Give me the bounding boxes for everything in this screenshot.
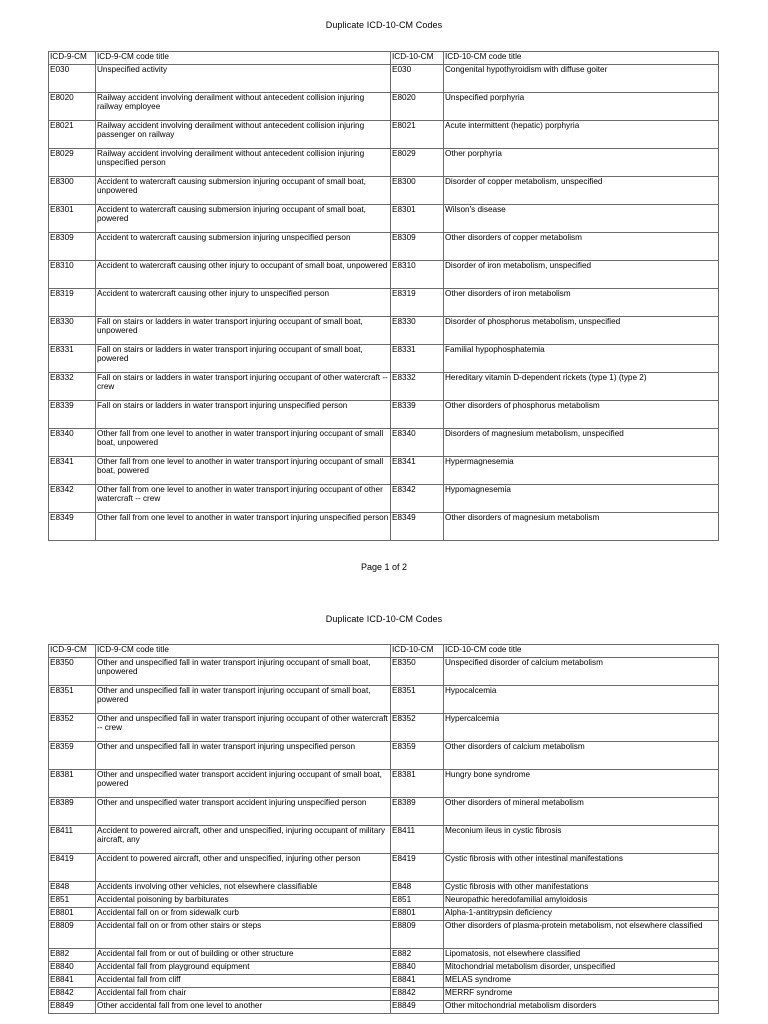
icd9-code-cell: E8332	[49, 373, 96, 401]
icd10-code-cell: E8841	[391, 975, 444, 988]
icd10-code-cell: E8342	[391, 485, 444, 513]
icd10-code-cell: E8029	[391, 149, 444, 177]
icd10-code-cell: E8381	[391, 770, 444, 798]
table-row	[49, 457, 719, 485]
table-row	[49, 742, 719, 770]
icd9-title-cell: Railway accident involving derailment without antecedent collision injuring railway employee	[96, 93, 391, 121]
page-2-table	[48, 644, 719, 1014]
icd9-title-cell: Fall on stairs or ladders in water transport injuring occupant of small boat, powered	[96, 345, 391, 373]
icd9-title-cell: Accidental poisoning by barbiturates	[96, 895, 391, 908]
icd10-code-cell: E8351	[391, 686, 444, 714]
icd10-title-cell: Hypermagnesemia	[444, 457, 719, 485]
icd9-title-cell: Other and unspecified fall in water transport injuring occupant of small boat, unpowered	[96, 658, 391, 686]
icd9-title-cell: Accidental fall from chair	[96, 988, 391, 1001]
icd10-title-cell: Disorder of copper metabolism, unspecified	[444, 177, 719, 205]
icd10-code-cell: E8341	[391, 457, 444, 485]
icd10-title-cell: Acute intermittent (hepatic) porphyria	[444, 121, 719, 149]
icd9-code-cell: E8842	[49, 988, 96, 1001]
icd10-title-cell: Disorders of magnesium metabolism, unspecified	[444, 429, 719, 457]
icd10-code-cell: E8331	[391, 345, 444, 373]
table-row	[49, 714, 719, 742]
icd9-code-cell: E8350	[49, 658, 96, 686]
icd10-code-cell: E8301	[391, 205, 444, 233]
icd10-title-cell: Familial hypophosphatemia	[444, 345, 719, 373]
icd9-code-cell: E8419	[49, 854, 96, 882]
table-row	[49, 908, 719, 921]
icd10-code-cell: E8840	[391, 962, 444, 975]
icd9-title-cell: Other and unspecified water transport accident injuring occupant of small boat, powered	[96, 770, 391, 798]
icd10-code-cell: E8809	[391, 921, 444, 949]
icd9-title-cell: Accidental fall from cliff	[96, 975, 391, 988]
icd10-code-cell: E8359	[391, 742, 444, 770]
icd9-code-cell: E8801	[49, 908, 96, 921]
icd10-title-cell: Hungry bone syndrome	[444, 770, 719, 798]
table-row	[49, 65, 719, 93]
icd9-title-cell: Accident to powered aircraft, other and unspecified, injuring occupant of military aircraft, any	[96, 826, 391, 854]
icd9-code-cell: E848	[49, 882, 96, 895]
page-1-title: Duplicate ICD-10-CM Codes	[325, 20, 443, 30]
icd9-title-cell: Other fall from one level to another in water transport injuring occupant of small boat, unpowered	[96, 429, 391, 457]
icd9-code-cell: E8809	[49, 921, 96, 949]
icd9-code-cell: E8309	[49, 233, 96, 261]
table-row	[49, 289, 719, 317]
icd9-title-cell: Other and unspecified fall in water transport injuring occupant of small boat, powered	[96, 686, 391, 714]
icd9-code-cell: E8340	[49, 429, 96, 457]
table-row	[49, 233, 719, 261]
icd9-code-cell: E882	[49, 949, 96, 962]
icd10-code-cell: E851	[391, 895, 444, 908]
icd10-code-cell: E8350	[391, 658, 444, 686]
icd10-title-cell: Cystic fibrosis with other manifestations	[444, 882, 719, 895]
icd9-title-cell: Other accidental fall from one level to another	[96, 1001, 391, 1014]
icd9-code-cell: E8352	[49, 714, 96, 742]
icd9-title-cell: Accident to watercraft causing submersion injuring unspecified person	[96, 233, 391, 261]
icd9-code-cell: E8359	[49, 742, 96, 770]
icd9-code-cell: E8319	[49, 289, 96, 317]
icd9-title-cell: Unspecified activity	[96, 65, 391, 93]
icd10-title-cell: Cystic fibrosis with other intestinal manifestations	[444, 854, 719, 882]
table-row	[49, 121, 719, 149]
icd9-code-cell: E030	[49, 65, 96, 93]
icd10-code-cell: E8340	[391, 429, 444, 457]
icd9-code-cell: E8349	[49, 513, 96, 541]
icd10-code-cell: E8801	[391, 908, 444, 921]
icd9-code-cell: E8351	[49, 686, 96, 714]
icd9-title-cell: Accidental fall from playground equipment	[96, 962, 391, 975]
table-row	[49, 854, 719, 882]
table-row	[49, 975, 719, 988]
icd10-title-cell: MERRF syndrome	[444, 988, 719, 1001]
table-row	[49, 882, 719, 895]
icd9-title-cell: Other fall from one level to another in water transport injuring unspecified person	[96, 513, 391, 541]
header-icd9-code: ICD-9-CM	[49, 645, 96, 658]
icd10-code-cell: E8300	[391, 177, 444, 205]
icd9-code-cell: E8411	[49, 826, 96, 854]
icd10-code-cell: E8330	[391, 317, 444, 345]
icd10-title-cell: Other porphyria	[444, 149, 719, 177]
icd9-title-cell: Other and unspecified fall in water transport injuring unspecified person	[96, 742, 391, 770]
icd9-title-cell: Accident to watercraft causing other injury to unspecified person	[96, 289, 391, 317]
icd9-code-cell: E8339	[49, 401, 96, 429]
icd9-title-cell: Accidents involving other vehicles, not elsewhere classifiable	[96, 882, 391, 895]
header-icd9-title: ICD-9-CM code title	[96, 52, 391, 65]
table-row	[49, 921, 719, 949]
icd10-code-cell: E8310	[391, 261, 444, 289]
icd10-title-cell: Disorder of phosphorus metabolism, unspecified	[444, 317, 719, 345]
icd9-title-cell: Other and unspecified water transport accident injuring unspecified person	[96, 798, 391, 826]
icd10-title-cell: MELAS syndrome	[444, 975, 719, 988]
header-icd9-code: ICD-9-CM	[49, 52, 96, 65]
table-row	[49, 373, 719, 401]
icd9-code-cell: E8300	[49, 177, 96, 205]
page-1-table	[48, 51, 719, 541]
icd9-code-cell: E8341	[49, 457, 96, 485]
table-row	[49, 770, 719, 798]
icd10-title-cell: Other disorders of magnesium metabolism	[444, 513, 719, 541]
icd9-title-cell: Fall on stairs or ladders in water transport injuring occupant of other watercraft -- crew	[96, 373, 391, 401]
icd10-title-cell: Other mitochondrial metabolism disorders	[444, 1001, 719, 1014]
icd10-code-cell: E8352	[391, 714, 444, 742]
icd9-title-cell: Other and unspecified fall in water transport injuring occupant of other watercraft -- crew	[96, 714, 391, 742]
icd10-code-cell: E8349	[391, 513, 444, 541]
icd10-code-cell: E8411	[391, 826, 444, 854]
header-row	[49, 645, 719, 658]
icd10-code-cell: E8419	[391, 854, 444, 882]
icd9-code-cell: E851	[49, 895, 96, 908]
icd10-title-cell: Other disorders of copper metabolism	[444, 233, 719, 261]
icd9-title-cell: Accident to watercraft causing submersion injuring occupant of small boat, powered	[96, 205, 391, 233]
icd10-title-cell: Lipomatosis, not elsewhere classified	[444, 949, 719, 962]
icd10-code-cell: E8339	[391, 401, 444, 429]
icd10-title-cell: Other disorders of plasma-protein metabolism, not elsewhere classified	[444, 921, 719, 949]
header-icd10-code: ICD-10-CM	[391, 52, 444, 65]
table-row	[49, 949, 719, 962]
table-row	[49, 895, 719, 908]
icd10-title-cell: Unspecified porphyria	[444, 93, 719, 121]
icd9-code-cell: E8020	[49, 93, 96, 121]
icd9-title-cell: Railway accident involving derailment without antecedent collision injuring passenger on railway	[96, 121, 391, 149]
icd9-code-cell: E8301	[49, 205, 96, 233]
icd9-title-cell: Accident to watercraft causing other injury to occupant of small boat, unpowered	[96, 261, 391, 289]
header-icd9-title: ICD-9-CM code title	[96, 645, 391, 658]
icd10-title-cell: Alpha-1-antitrypsin deficiency	[444, 908, 719, 921]
icd9-title-cell: Other fall from one level to another in water transport injuring occupant of other watercraft -- crew	[96, 485, 391, 513]
icd9-code-cell: E8840	[49, 962, 96, 975]
table-row	[49, 93, 719, 121]
icd9-code-cell: E8021	[49, 121, 96, 149]
header-icd10-title: ICD-10-CM code title	[444, 52, 719, 65]
table-row	[49, 205, 719, 233]
table-row	[49, 177, 719, 205]
header-row	[49, 52, 719, 65]
table-row	[49, 485, 719, 513]
table-row	[49, 317, 719, 345]
table-row	[49, 1001, 719, 1014]
icd9-code-cell: E8389	[49, 798, 96, 826]
icd10-code-cell: E8842	[391, 988, 444, 1001]
table-row	[49, 261, 719, 289]
icd10-title-cell: Wilson's disease	[444, 205, 719, 233]
icd9-code-cell: E8841	[49, 975, 96, 988]
icd10-title-cell: Hereditary vitamin D-dependent rickets (type 1) (type 2)	[444, 373, 719, 401]
icd10-code-cell: E8319	[391, 289, 444, 317]
icd9-code-cell: E8342	[49, 485, 96, 513]
table-row	[49, 149, 719, 177]
table-row	[49, 826, 719, 854]
icd10-code-cell: E030	[391, 65, 444, 93]
icd9-code-cell: E8849	[49, 1001, 96, 1014]
icd9-title-cell: Other fall from one level to another in water transport injuring occupant of small boat, powered	[96, 457, 391, 485]
icd10-title-cell: Hypercalcemia	[444, 714, 719, 742]
icd9-title-cell: Accidental fall from or out of building or other structure	[96, 949, 391, 962]
table-row	[49, 798, 719, 826]
page-2-title: Duplicate ICD-10-CM Codes	[325, 614, 443, 624]
icd10-title-cell: Unspecified disorder of calcium metabolism	[444, 658, 719, 686]
table-row	[49, 658, 719, 686]
table-row	[49, 513, 719, 541]
icd9-code-cell: E8310	[49, 261, 96, 289]
icd10-code-cell: E8021	[391, 121, 444, 149]
icd9-code-cell: E8331	[49, 345, 96, 373]
table-row	[49, 429, 719, 457]
icd9-title-cell: Accident to powered aircraft, other and unspecified, injuring other person	[96, 854, 391, 882]
icd10-title-cell: Meconium ileus in cystic fibrosis	[444, 826, 719, 854]
icd9-title-cell: Railway accident involving derailment without antecedent collision injuring unspecified person	[96, 149, 391, 177]
table-row	[49, 686, 719, 714]
icd10-title-cell: Other disorders of mineral metabolism	[444, 798, 719, 826]
icd10-title-cell: Disorder of iron metabolism, unspecified	[444, 261, 719, 289]
icd10-code-cell: E8309	[391, 233, 444, 261]
header-icd10-title: ICD-10-CM code title	[444, 645, 719, 658]
icd10-title-cell: Other disorders of calcium metabolism	[444, 742, 719, 770]
icd9-code-cell: E8381	[49, 770, 96, 798]
icd10-code-cell: E8332	[391, 373, 444, 401]
table-row	[49, 988, 719, 1001]
icd10-title-cell: Mitochondrial metabolism disorder, unspecified	[444, 962, 719, 975]
table-row	[49, 345, 719, 373]
icd9-title-cell: Fall on stairs or ladders in water transport injuring unspecified person	[96, 401, 391, 429]
icd9-title-cell: Fall on stairs or ladders in water transport injuring occupant of small boat, unpowered	[96, 317, 391, 345]
table-row	[49, 401, 719, 429]
icd10-title-cell: Neuropathic heredofamilial amyloidosis	[444, 895, 719, 908]
icd10-code-cell: E848	[391, 882, 444, 895]
icd10-code-cell: E882	[391, 949, 444, 962]
table-row	[49, 962, 719, 975]
icd10-title-cell: Hypocalcemia	[444, 686, 719, 714]
icd10-code-cell: E8849	[391, 1001, 444, 1014]
icd9-title-cell: Accident to watercraft causing submersion injuring occupant of small boat, unpowered	[96, 177, 391, 205]
icd10-code-cell: E8020	[391, 93, 444, 121]
icd9-code-cell: E8029	[49, 149, 96, 177]
icd9-title-cell: Accidental fall on or from other stairs or steps	[96, 921, 391, 949]
icd10-title-cell: Congenital hypothyroidism with diffuse goiter	[444, 65, 719, 93]
icd9-title-cell: Accidental fall on or from sidewalk curb	[96, 908, 391, 921]
page-footer: Page 1 of 2	[360, 562, 408, 572]
header-icd10-code: ICD-10-CM	[391, 645, 444, 658]
icd10-title-cell: Other disorders of phosphorus metabolism	[444, 401, 719, 429]
icd9-code-cell: E8330	[49, 317, 96, 345]
icd10-title-cell: Other disorders of iron metabolism	[444, 289, 719, 317]
icd10-code-cell: E8389	[391, 798, 444, 826]
icd10-title-cell: Hypomagnesemia	[444, 485, 719, 513]
